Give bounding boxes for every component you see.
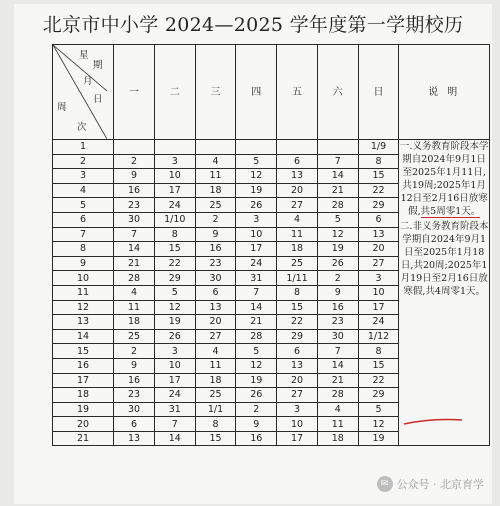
- date-cell: 28: [317, 198, 358, 213]
- date-cell: 27: [358, 256, 399, 271]
- date-cell: 15: [195, 431, 236, 446]
- date-cell: 20: [277, 373, 318, 388]
- date-cell: 28: [114, 271, 155, 286]
- notes-header: 说 明: [399, 45, 490, 140]
- watermark: [377, 476, 485, 492]
- week-number-cell: 18: [53, 388, 114, 403]
- date-cell: 30: [195, 271, 236, 286]
- date-cell: 14: [114, 242, 155, 257]
- date-cell: 4: [277, 212, 318, 227]
- date-cell: 13: [277, 169, 318, 184]
- week-number-cell: 3: [53, 169, 114, 184]
- week-number-cell: 4: [53, 183, 114, 198]
- date-cell: 3: [277, 402, 318, 417]
- week-number-cell: 6: [53, 212, 114, 227]
- date-cell: 19: [358, 431, 399, 446]
- date-cell: 5: [317, 212, 358, 227]
- date-cell: 7: [154, 417, 195, 432]
- weekday-header-tue: 二: [154, 45, 195, 140]
- week-number-cell: 12: [53, 300, 114, 315]
- date-cell: 23: [114, 388, 155, 403]
- date-cell: 13: [195, 300, 236, 315]
- date-cell: 24: [154, 388, 195, 403]
- date-cell: 1/9: [358, 140, 399, 155]
- header-row: [53, 45, 490, 140]
- date-cell: 1/11: [277, 271, 318, 286]
- date-cell: 3: [154, 154, 195, 169]
- date-cell: 2: [195, 212, 236, 227]
- date-cell: 2: [114, 344, 155, 359]
- week-number-cell: 13: [53, 315, 114, 330]
- date-cell: 24: [236, 256, 277, 271]
- weekday-header-fri: 五: [277, 45, 318, 140]
- date-cell: 18: [195, 183, 236, 198]
- week-number-cell: 5: [53, 198, 114, 213]
- date-cell: 19: [154, 315, 195, 330]
- red-underline-mark: [402, 416, 464, 426]
- date-cell: 17: [277, 431, 318, 446]
- date-cell: 15: [358, 169, 399, 184]
- date-cell: 21: [317, 373, 358, 388]
- week-number-cell: 15: [53, 344, 114, 359]
- date-cell: 18: [277, 242, 318, 257]
- week-number-cell: 21: [53, 431, 114, 446]
- diagonal-header-cell: [53, 45, 114, 140]
- date-cell: 17: [154, 373, 195, 388]
- week-number-cell: 11: [53, 285, 114, 300]
- date-cell: 6: [114, 417, 155, 432]
- date-cell: 27: [277, 388, 318, 403]
- weekday-header-mon: 一: [114, 45, 155, 140]
- date-cell: 2: [236, 402, 277, 417]
- header-ri: 日: [93, 94, 103, 105]
- date-cell: 19: [236, 373, 277, 388]
- date-cell: 10: [277, 417, 318, 432]
- week-number-cell: 9: [53, 256, 114, 271]
- date-cell: 24: [154, 198, 195, 213]
- date-cell: 9: [195, 227, 236, 242]
- week-number-cell: 16: [53, 358, 114, 373]
- date-cell: 22: [358, 373, 399, 388]
- date-cell: 31: [236, 271, 277, 286]
- header-zhou: 周: [57, 102, 67, 113]
- weekday-header-thu: 四: [236, 45, 277, 140]
- date-cell: 27: [277, 198, 318, 213]
- header-yue: 月: [83, 76, 93, 87]
- date-cell: 17: [236, 242, 277, 257]
- date-cell: 16: [236, 431, 277, 446]
- date-cell: 12: [358, 417, 399, 432]
- date-cell: 26: [154, 329, 195, 344]
- note-compulsory-text: 一.义务教育阶段本学期自2024年9月1日至2025年1月11日,共19周;2025年1月12日至2月16日放寒假,: [399, 141, 489, 217]
- week-number-cell: 8: [53, 242, 114, 257]
- date-cell: 21: [114, 256, 155, 271]
- date-cell: 9: [114, 358, 155, 373]
- calendar-sheet: [14, 4, 492, 504]
- date-cell: 4: [195, 344, 236, 359]
- date-cell: 18: [114, 315, 155, 330]
- date-cell: 19: [317, 242, 358, 257]
- date-cell: 6: [358, 212, 399, 227]
- date-cell: 10: [154, 358, 195, 373]
- date-cell: 8: [358, 154, 399, 169]
- date-cell: 15: [358, 358, 399, 373]
- header-ci: 次: [77, 122, 87, 133]
- date-cell: 8: [358, 344, 399, 359]
- date-cell: 1/1: [195, 402, 236, 417]
- date-cell: 21: [236, 315, 277, 330]
- date-cell: 3: [236, 212, 277, 227]
- date-cell: 14: [236, 300, 277, 315]
- date-cell: 29: [358, 198, 399, 213]
- date-cell: 30: [317, 329, 358, 344]
- date-cell: 8: [277, 285, 318, 300]
- date-cell: 13: [358, 227, 399, 242]
- date-cell: 15: [277, 300, 318, 315]
- date-cell: 9: [236, 417, 277, 432]
- date-cell: 12: [317, 227, 358, 242]
- date-cell: 16: [317, 300, 358, 315]
- date-cell: 5: [236, 344, 277, 359]
- date-cell: 23: [114, 198, 155, 213]
- week-number-cell: 1: [53, 140, 114, 155]
- week-number-cell: 19: [53, 402, 114, 417]
- date-cell: [195, 140, 236, 155]
- date-cell: 14: [317, 358, 358, 373]
- date-cell: 19: [236, 183, 277, 198]
- note-noncompulsory: [399, 220, 489, 298]
- date-cell: 29: [154, 271, 195, 286]
- date-cell: 22: [277, 315, 318, 330]
- date-cell: 20: [195, 315, 236, 330]
- header-qi: 期: [93, 60, 103, 71]
- date-cell: 6: [277, 154, 318, 169]
- date-cell: 14: [154, 431, 195, 446]
- date-cell: 26: [236, 198, 277, 213]
- date-cell: 26: [317, 256, 358, 271]
- date-cell: 18: [195, 373, 236, 388]
- date-cell: 20: [358, 242, 399, 257]
- date-cell: 9: [114, 169, 155, 184]
- week-number-cell: 2: [53, 154, 114, 169]
- weekday-header-wed: 三: [195, 45, 236, 140]
- date-cell: 27: [195, 329, 236, 344]
- date-cell: 10: [154, 169, 195, 184]
- date-cell: 28: [317, 388, 358, 403]
- date-cell: 5: [236, 154, 277, 169]
- date-cell: [317, 140, 358, 155]
- date-cell: 11: [195, 169, 236, 184]
- week-number-cell: 14: [53, 329, 114, 344]
- weekday-header-sat: 六: [317, 45, 358, 140]
- date-cell: 24: [358, 315, 399, 330]
- school-calendar-table: [52, 44, 490, 446]
- date-cell: 17: [358, 300, 399, 315]
- date-cell: 7: [114, 227, 155, 242]
- date-cell: 8: [195, 417, 236, 432]
- date-cell: 23: [195, 256, 236, 271]
- date-cell: 21: [317, 183, 358, 198]
- date-cell: 28: [236, 329, 277, 344]
- date-cell: 1/10: [154, 212, 195, 227]
- date-cell: 14: [317, 169, 358, 184]
- date-cell: 6: [277, 344, 318, 359]
- date-cell: 29: [277, 329, 318, 344]
- date-cell: 7: [317, 344, 358, 359]
- date-cell: 9: [317, 285, 358, 300]
- date-cell: 11: [317, 417, 358, 432]
- date-cell: [236, 140, 277, 155]
- date-cell: 2: [317, 271, 358, 286]
- date-cell: 13: [277, 358, 318, 373]
- date-cell: 3: [358, 271, 399, 286]
- date-cell: 16: [114, 183, 155, 198]
- date-cell: 31: [154, 402, 195, 417]
- date-cell: 16: [195, 242, 236, 257]
- date-cell: 4: [317, 402, 358, 417]
- date-cell: 4: [195, 154, 236, 169]
- date-cell: 11: [195, 358, 236, 373]
- header-xing: 星: [79, 50, 89, 61]
- date-cell: 1/12: [358, 329, 399, 344]
- date-cell: 5: [358, 402, 399, 417]
- week-number-cell: 17: [53, 373, 114, 388]
- page-title: 北京市中小学 2024—2025 学年度第一学期校历: [42, 14, 464, 36]
- date-cell: 30: [114, 212, 155, 227]
- calendar-body: [53, 140, 490, 446]
- week-number-cell: 7: [53, 227, 114, 242]
- date-cell: 25: [114, 329, 155, 344]
- date-cell: 16: [114, 373, 155, 388]
- date-cell: 25: [195, 388, 236, 403]
- note-compulsory-tail: 共5周零1天。: [420, 206, 481, 217]
- date-cell: [277, 140, 318, 155]
- wechat-icon: ✉: [377, 476, 393, 492]
- note-compulsory: [399, 140, 489, 218]
- date-cell: 23: [317, 315, 358, 330]
- date-cell: 13: [114, 431, 155, 446]
- date-cell: 8: [154, 227, 195, 242]
- date-cell: 12: [236, 169, 277, 184]
- date-cell: 30: [114, 402, 155, 417]
- date-cell: 22: [154, 256, 195, 271]
- notes-cell: [399, 140, 490, 446]
- date-cell: 29: [358, 388, 399, 403]
- date-cell: 5: [154, 285, 195, 300]
- date-cell: 7: [317, 154, 358, 169]
- date-cell: 4: [114, 285, 155, 300]
- date-cell: 10: [236, 227, 277, 242]
- note-noncompulsory-tail: 共4周零1天。: [425, 286, 485, 297]
- date-cell: 20: [277, 183, 318, 198]
- watermark-text: 公众号 · 北京育学: [396, 478, 484, 491]
- date-cell: 2: [114, 154, 155, 169]
- date-cell: 25: [277, 256, 318, 271]
- date-cell: 26: [236, 388, 277, 403]
- date-cell: 3: [154, 344, 195, 359]
- date-cell: 15: [154, 242, 195, 257]
- date-cell: 11: [114, 300, 155, 315]
- table-row: [53, 140, 490, 155]
- week-number-cell: 20: [53, 417, 114, 432]
- week-number-cell: 10: [53, 271, 114, 286]
- date-cell: 11: [277, 227, 318, 242]
- note-noncompulsory-text: 二.非义务教育阶段本学期自2024年9月1日至2025年1月18日,共20周;2025年1月19日至2月16日放寒假,: [399, 221, 489, 297]
- date-cell: 10: [358, 285, 399, 300]
- date-cell: 17: [154, 183, 195, 198]
- date-cell: 12: [236, 358, 277, 373]
- date-cell: 22: [358, 183, 399, 198]
- date-cell: 12: [154, 300, 195, 315]
- date-cell: 18: [317, 431, 358, 446]
- date-cell: 25: [195, 198, 236, 213]
- date-cell: 6: [195, 285, 236, 300]
- date-cell: [114, 140, 155, 155]
- weekday-header-sun: 日: [358, 45, 399, 140]
- date-cell: [154, 140, 195, 155]
- date-cell: 7: [236, 285, 277, 300]
